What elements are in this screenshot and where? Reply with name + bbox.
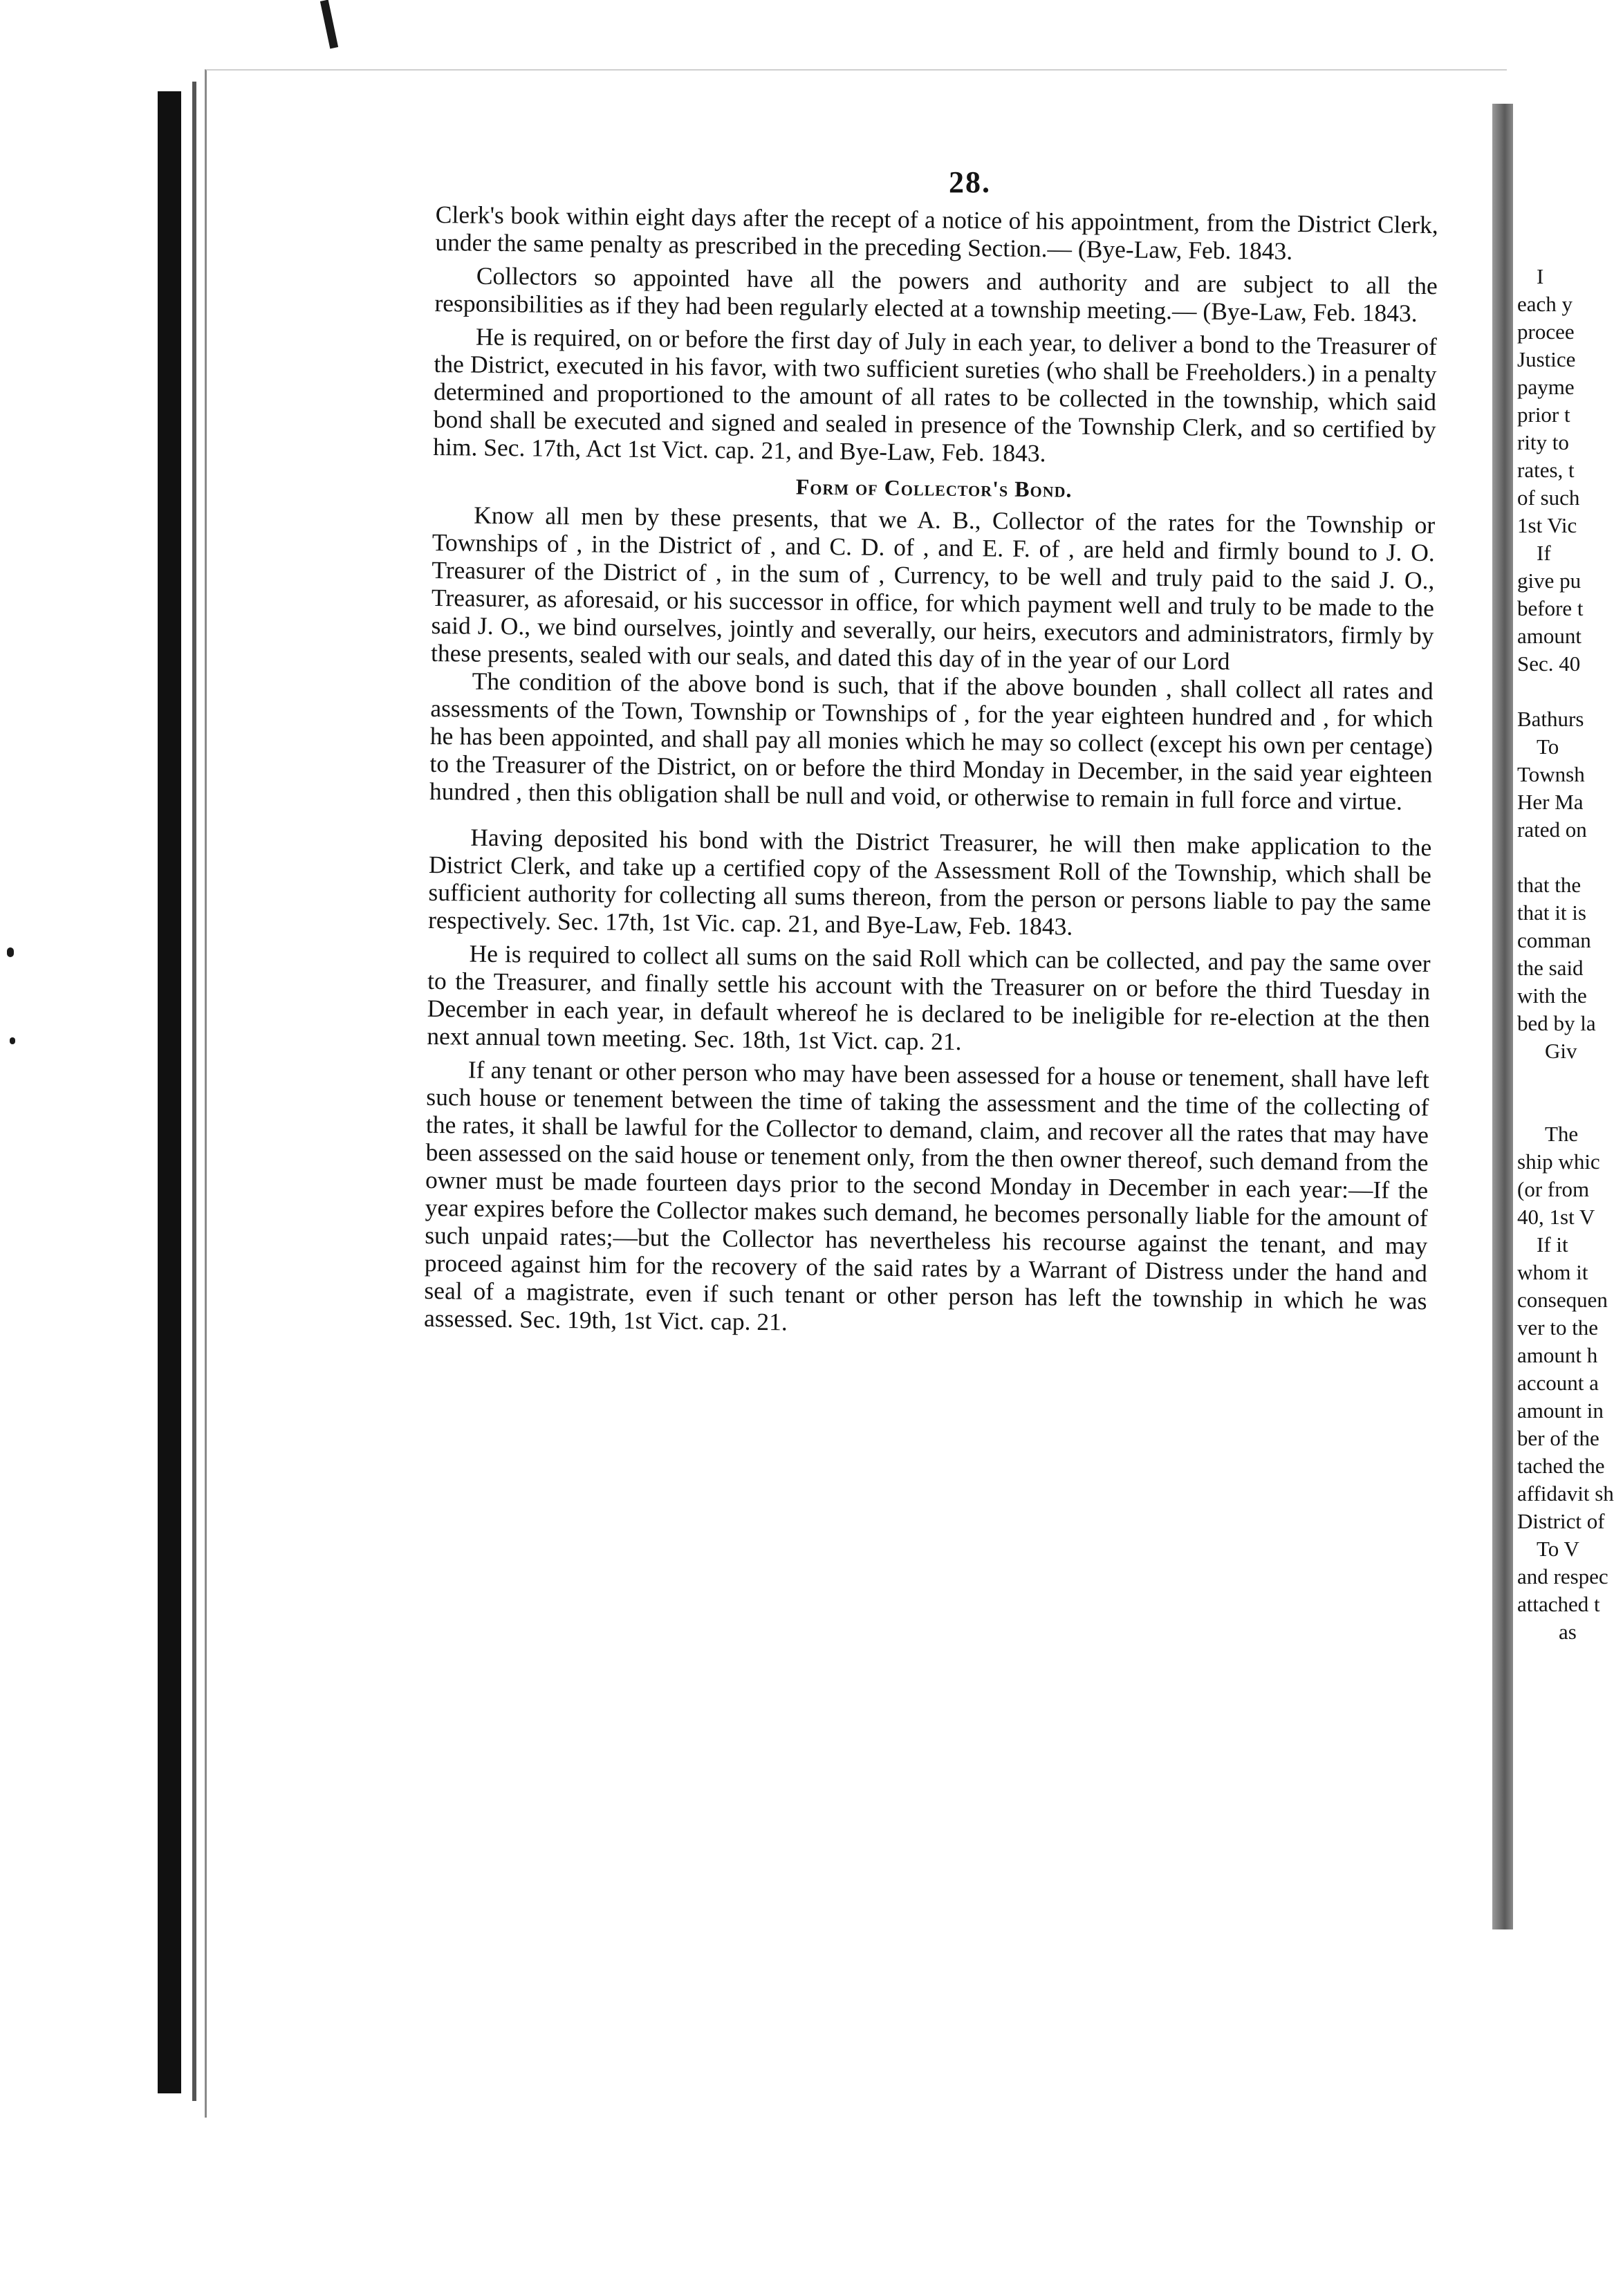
main-text-column <box>424 201 1438 1342</box>
facing-line: before t <box>1517 596 1584 620</box>
page-number: 28. <box>949 165 991 199</box>
facing-line: affidavit sh <box>1517 1481 1614 1506</box>
scan-artifact-dot <box>7 947 14 957</box>
facing-line: amount h <box>1517 1343 1598 1367</box>
facing-line: 40, 1st V <box>1517 1205 1595 1229</box>
facing-line: that it is <box>1517 900 1586 925</box>
facing-line: with the <box>1517 983 1587 1008</box>
facing-line: bed by la <box>1517 1011 1596 1035</box>
facing-line: as <box>1559 1620 1577 1644</box>
facing-line: Justice <box>1517 347 1576 371</box>
facing-line: District of <box>1517 1509 1605 1533</box>
facing-line: To <box>1537 734 1559 759</box>
paragraph-collectors-appointed: Collectors so appointed have all the powers and authority and are subject to all the responsibilities as if they had been regularly elected at a township meeting.— (Bye-Law, Feb. 1843. <box>434 261 1438 327</box>
book-edge-shadow <box>158 91 181 2093</box>
book-edge-line <box>192 82 196 2101</box>
facing-line: amount <box>1517 624 1581 648</box>
facing-line: consequen <box>1517 1288 1608 1312</box>
paragraph-bond-know-all-men: Know all men by these presents, that we A. B., Collector of the rates for the Township or Townships of , in the District of , and C. D. of , and E. F. of , are held and firmly bound to J. O. Treasurer of the District of , in the sum of , Currency, to be well and truly paid to the said J. O., Treasurer, as aforesaid, or his successor in office, for which payment well and truly to be made to the said J. O., we bind ourselves, jointly and severally, our heirs, executors and administrators, firmly by these presents, sealed with our seals, and dated this day of in the year of our Lord <box>430 501 1436 676</box>
book-gutter <box>1492 104 1513 1929</box>
facing-line: attached t <box>1517 1592 1600 1616</box>
facing-line <box>1517 1065 1588 1093</box>
scan-artifact-dot-lower <box>10 1037 15 1044</box>
facing-line: Bathurs <box>1517 707 1584 731</box>
facing-line: the said <box>1517 956 1584 980</box>
facing-line: Giv <box>1545 1039 1577 1063</box>
facing-line: ver to the <box>1517 1315 1599 1340</box>
paragraph-clerks-book: Clerk's book within eight days after the recept of a notice of his appointment, from the District Clerk, under the same penalty as prescribed in the preceding Section.— (Bye-Law, Feb. 1843. <box>435 201 1438 265</box>
facing-line: give pu <box>1517 568 1581 593</box>
facing-line: comman <box>1517 928 1591 952</box>
facing-line: payme <box>1517 375 1575 399</box>
facing-line: Townsh <box>1517 762 1585 786</box>
facing-line: each y <box>1517 292 1573 316</box>
facing-line: amount in <box>1517 1398 1604 1423</box>
facing-line: If it <box>1537 1232 1568 1257</box>
facing-line: If <box>1537 541 1551 565</box>
facing-page-column <box>1517 263 1614 1646</box>
facing-line: Her Ma <box>1517 790 1584 814</box>
facing-line: rates, t <box>1517 458 1575 482</box>
facing-line: The <box>1545 1122 1579 1146</box>
facing-line: procee <box>1517 320 1575 344</box>
facing-line: (or from <box>1517 1177 1590 1201</box>
facing-line: of such <box>1517 485 1580 510</box>
paragraph-tenant-rates: If any tenant or other person who may have been assessed for a house or tenement, shall have left such house or tenement between the time of taking the assessment and the time of the collecting of the rates, it shall be lawful for the Collector to demand, claim, and recover all the rates that may have been assessed on the said house or tenement only, from the then owner thereof, such demand from the owner must be made fourteen days prior to the second Monday in December in each year:—If the year expires before the Collector makes such demand, he becomes personally liable for the amount of such unpaid rates;—but the Collector has nevertheless his recourse against the tenant, and may proceed against him for the recovery of the said rates by a Warrant of Distress under the hand and seal of a magistrate, even if such tenant or other person has left the township in which he was assessed. Sec. 19th, 1st Vict. cap. 21. <box>423 1055 1429 1336</box>
facing-line: rated on <box>1517 817 1587 842</box>
facing-line: rity to <box>1517 430 1569 454</box>
paragraph-deposited-bond: Having deposited his bond with the District Treasurer, he will then make application to the District Clerk, and take up a certified copy of the Assessment Roll of the Township, which shall be sufficient authority for collecting all sums thereon, from the person or persons liable to pay the same respectively. Sec. 17th, 1st Vic. cap. 21, and Bye-Law, Feb. 1843. <box>427 823 1432 941</box>
paragraph-collect-all-sums: He is required to collect all sums on the said Roll which can be collected, and pay the same over to the Treasurer, and finally settle his account with the Treasurer on or before the third Tuesday in December in each year, in default whereof he is declared to be ineligible for re-election at the then next annual town meeting. Sec. 18th, 1st Vict. cap. 21. <box>427 939 1431 1056</box>
facing-line: tached the <box>1517 1454 1605 1478</box>
paragraph-bond-requirement: He is required, on or before the first day of July in each year, to deliver a bond to the Treasurer of the District, executed in his favor, with two sufficient sureties (who shall be Freeholders.) in a penalty determined and proportioned to the amount of all rates to be collected in the township, which said bond shall be executed and signed and sealed in presence of the Township Clerk, and so certified by him. Sec. 17th, Act 1st Vict. cap. 21, and Bye-Law, Feb. 1843. <box>433 322 1438 467</box>
form-heading: Form of Collector's Bond. <box>795 474 1073 502</box>
scan-artifact-top <box>320 0 338 48</box>
facing-line: Sec. 40 <box>1517 651 1581 676</box>
facing-line: account a <box>1517 1371 1599 1395</box>
facing-line <box>1517 1093 1588 1120</box>
facing-line: ship whic <box>1517 1149 1600 1174</box>
facing-line: whom it <box>1517 1260 1588 1284</box>
facing-line <box>1517 678 1588 705</box>
facing-line: ber of the <box>1517 1426 1599 1450</box>
facing-line: prior t <box>1517 402 1570 427</box>
facing-line: I <box>1537 264 1544 288</box>
paragraph-bond-condition: The condition of the above bond is such, that if the above bounden , shall collect all rates and assessments of the Town, Township or Townships of , for the year eighteen hundred and , for which he has been appointed, and shall pay all monies which he may so collect (except his own per centage) to the Treasurer of the District, on or before the third Monday in December, in the said year eighteen hundred , then this obligation shall be null and void, or otherwise to remain in full force and virtue. <box>429 667 1434 815</box>
facing-line <box>1517 844 1588 871</box>
facing-line: 1st Vic <box>1517 513 1577 537</box>
facing-line: that the <box>1517 873 1581 897</box>
facing-line: To V <box>1537 1537 1579 1561</box>
facing-line: and respec <box>1517 1564 1608 1589</box>
